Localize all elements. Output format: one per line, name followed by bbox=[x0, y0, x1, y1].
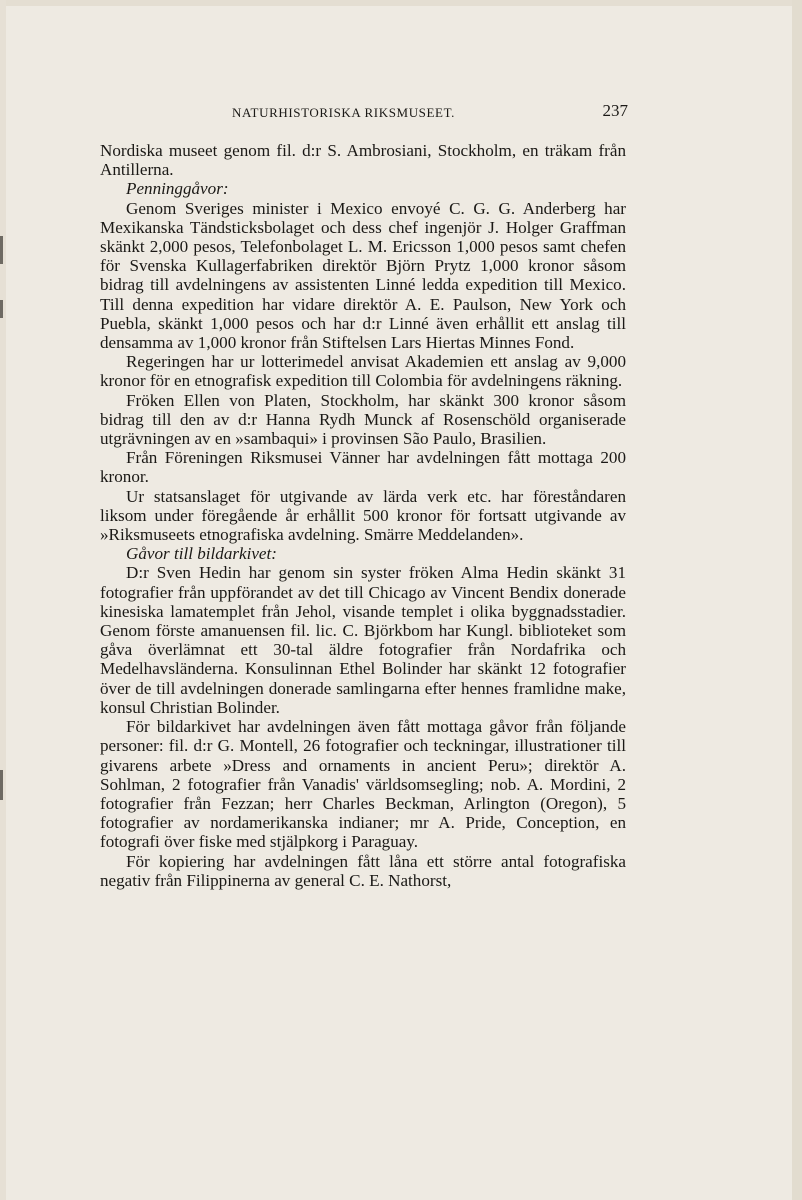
paragraph: För bildarkivet har avdelningen även fått mottaga gåvor från följande personer: fil. d:r G. Montell, 26 fotografier och teckningar, illustrationer till givarens arbete »Dress and ornaments in ancient Peru»; direktör A. Sohlman, 2 fotografier från Vanadis' världsomsegling; nob. A. Mordini, 2 fotografier från Fezzan; herr Charles Beckman, Arlington (Oregon), 5 fotografier av nordamerikanska indianer; mr A. Pride, Conception, en fotografi över fiske med stjälpkorg i Paraguay. bbox=[100, 717, 626, 852]
page-right-edge bbox=[792, 0, 802, 1200]
paragraph: För kopiering har avdelningen fått låna ett större antal fotografiska negativ från Filippinerna av general C. E. Nathorst, bbox=[100, 851, 626, 890]
page-top-edge bbox=[0, 0, 802, 6]
page-left-edge bbox=[0, 0, 6, 1200]
text-column bbox=[100, 141, 626, 890]
page-number: 237 bbox=[602, 101, 628, 120]
paragraph: Från Föreningen Riksmusei Vänner har avdelningen fått mottaga 200 kronor. bbox=[100, 448, 626, 487]
paragraph: Regeringen har ur lotterimedel anvisat Akademien ett anslag av 9,000 kronor för en etnografisk expedition till Colombia för avdelningens räkning. bbox=[100, 352, 626, 391]
page-header bbox=[232, 101, 628, 125]
binding-mark bbox=[0, 770, 3, 800]
paragraph: Fröken Ellen von Platen, Stockholm, har skänkt 300 kronor såsom bidrag till den av d:r Hanna Rydh Munck af Rosenschöld organiserade utgrävningen av en »sambaqui» i provinsen São Paulo, Brasilien. bbox=[100, 390, 626, 449]
paragraph: Genom Sveriges minister i Mexico envoyé C. G. G. Anderberg har Mexikanska Tändsticksbolaget och dess chef ingenjör J. Holger Graffman skänkt 2,000 pesos, Telefonbolaget L. M. Ericsson 1,000 pesos samt chefen för Svenska Kullagerfabriken direktör Björn Prytz 1,000 kronor såsom bidrag till avdelningens av assistenten Linné ledda expedition till Mexico. Till denna expedition har vidare direktör A. E. Paulson, New York och Puebla, skänkt 1,000 pesos och har d:r Linné även erhållit ett anslag till densamma av 1,000 kronor från Stiftelsen Lars Hiertas Minnes Fond. bbox=[100, 198, 626, 353]
section-heading: Gåvor till bildarkivet: bbox=[126, 544, 277, 564]
section-heading: Penninggåvor: bbox=[126, 179, 229, 199]
paragraph: Ur statsanslaget för utgivande av lärda verk etc. har föreståndaren liksom under föregående år erhållit 500 kronor för fortsatt utgivande av »Riksmuseets etnografiska avdelning. Smärre Meddelanden». bbox=[100, 486, 626, 545]
paragraph: D:r Sven Hedin har genom sin syster fröken Alma Hedin skänkt 31 fotografier från uppförandet av det till Chicago av Vincent Bendix donerade kinesiska lamatemplet från Jehol, visande templet i olika byggnadsstadier. Genom förste amanuensen fil. lic. C. Björkbom har Kungl. biblioteket som gåva överlämnat ett 30-tal äldre fotografier från Nordafrika och Medelhavsländerna. Konsulinnan Ethel Bolinder har skänkt 12 fotografier över de till avdelningen donerade samlingarna efter hennes framlidne make, konsul Christian Bolinder. bbox=[100, 563, 626, 717]
binding-mark bbox=[0, 300, 3, 318]
running-head: NATURHISTORISKA RIKSMUSEET. bbox=[232, 105, 456, 120]
binding-mark bbox=[0, 236, 3, 264]
paragraph: Nordiska museet genom fil. d:r S. Ambrosiani, Stockholm, en träkam från Antillerna. bbox=[100, 141, 626, 180]
